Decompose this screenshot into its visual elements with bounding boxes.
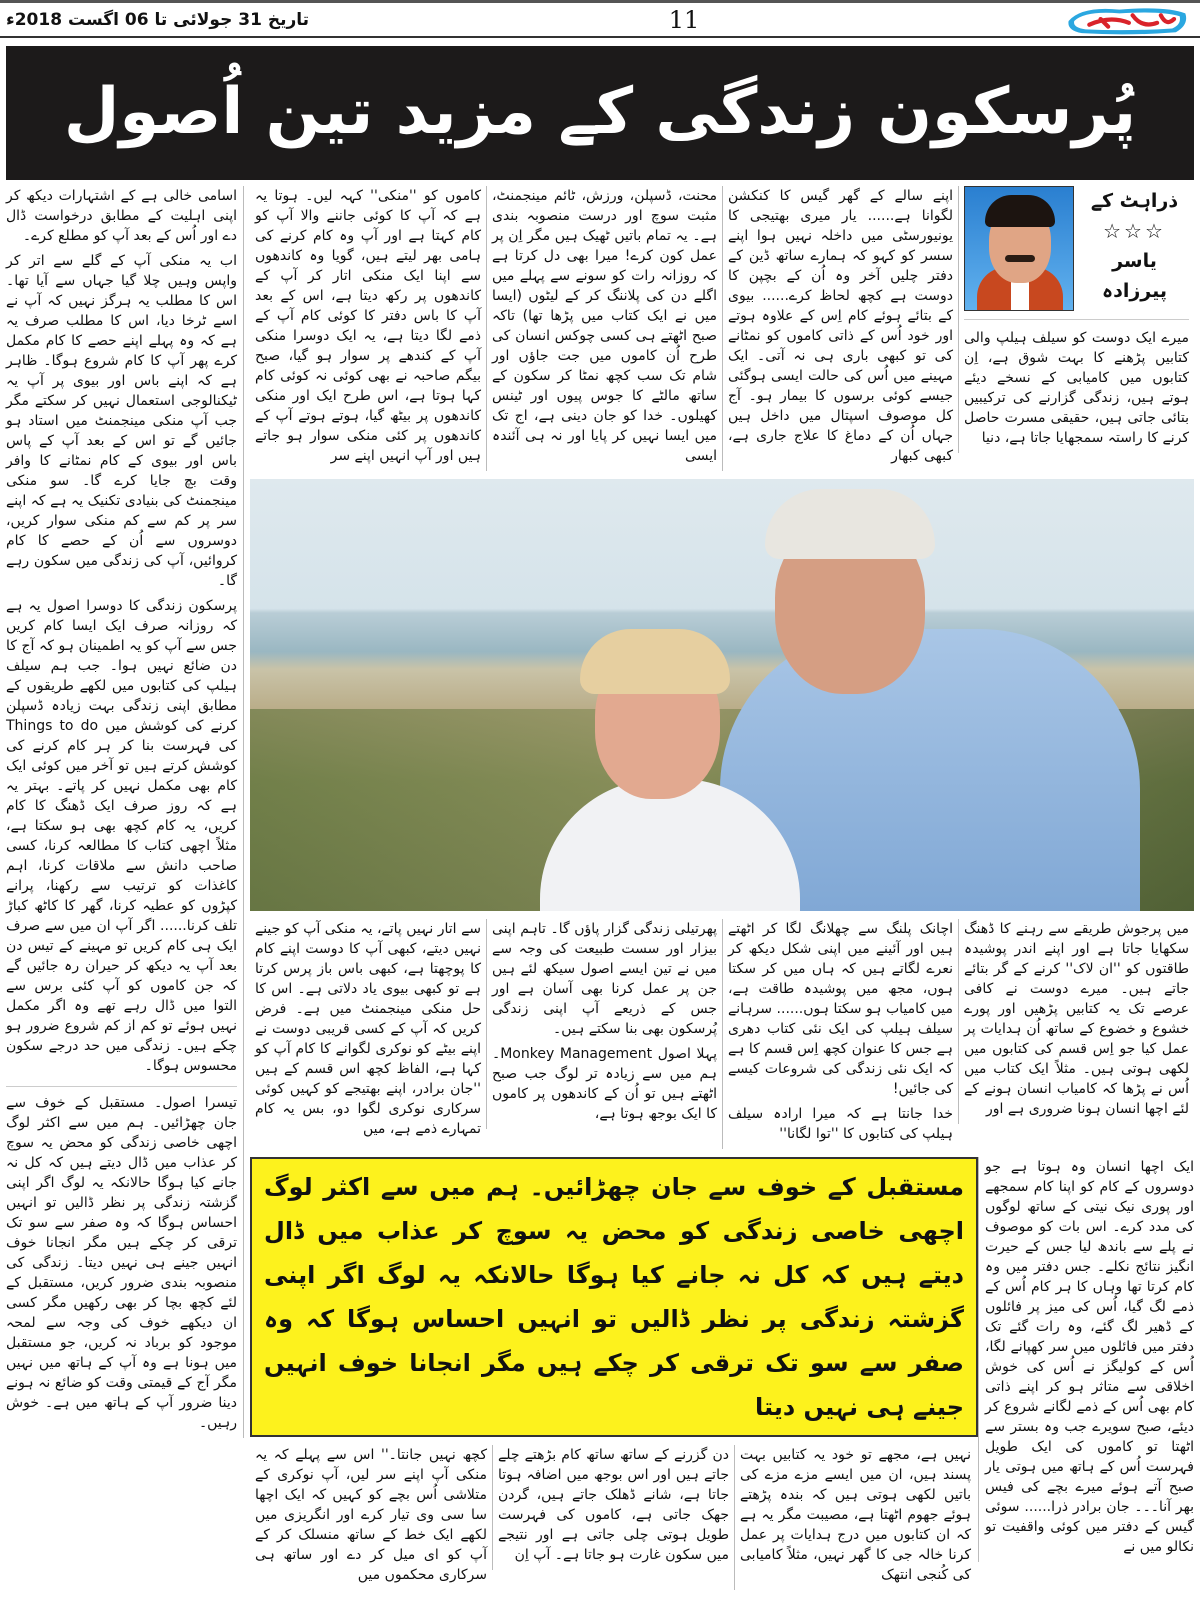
paragraph: اب یہ منکی آپ کے گلے سے اتر کر واپس وہیں چلا گیا جہاں سے آیا تھا۔ اس کا مطلب یہ ہرگز نہیں کہ آپ نے اسے ٹرخا دیا، اس کا مطلب صرف یہ ہے کہ وہ پہلے اپنے حصے کا کام مکمل کرے پھر آپ کا کام شروع ہوگا۔ ظاہر ہے کہ اپنے باس اور بیوی پر آپ یہ ٹیکنالوجی استعمال نہیں کر سکتے مگر جب آپ منکی مینجمنٹ میں استاد ہو جائیں گے تو اس کے بعد آپ کے پاس باس اور بیوی کے کام نمٹانے کا وافر وقت بچ جایا کرے گا۔ سو منکی مینجمنٹ کی بنیادی تکنیک یہ ہے کہ اپنے سر پر کم سے کم منکی سوار کریں، دوسروں سے اُن کے حصے کا کام کروائیں، آپ کی زندگی میں سکون رہے گا۔ (6, 253, 237, 589)
article-column-5-bottom (6, 1086, 237, 1433)
paragraph: میں پرجوش طریقے سے رہنے کا ڈھنگ سکھایا جاتا ہے اور اپنے اندر پوشیدہ طاقتوں کو ''ان لاک'' کرنے کے گر بتائے جاتے ہیں۔ میرے دوست نے کافی عرصے تک یہ کتابیں پڑھیں اور پورے خشوع و خضوع کے ساتھ اُن ہدایات پر عمل کیا جو اِس قسم کی کتابوں میں لکھی ہوتی ہیں۔ مثلاً ایک کتاب میں اُس نے پڑھا کہ کامیاب انسان ہونے کے لئے اچھا انسان ہونا ضروری ہے اور (964, 921, 1189, 1117)
couple-beach-photo (250, 479, 1194, 911)
bottom-columns (250, 1445, 978, 1590)
page-number: 11 (668, 5, 700, 34)
page-header (0, 3, 1200, 38)
top-columns (250, 186, 1194, 471)
article-column-1-bottom (978, 1157, 1194, 1562)
paragraph: اسامی خالی ہے کے اشتہارات دیکھ کر اپنی اہلیت کے مطابق درخواست ڈال دے اور اُس کے بعد آپ کو مطلع کرے۔ (6, 188, 237, 244)
paragraph: پہلا اصول Monkey Management۔ ہم میں سے زیادہ تر لوگ جب صبح اٹھتے ہیں تو اُن کے کاندھوں پر کاموں کا ایک بوجھ ہوتا ہے، (492, 1046, 717, 1122)
newspaper-logo (1059, 4, 1194, 36)
article-column-2-middle (722, 919, 958, 1149)
article-column-4-top (250, 186, 486, 471)
article-body (6, 186, 1194, 1590)
paragraph: دن گزرنے کے ساتھ ساتھ کام بڑھتے چلے جاتے ہیں اور اس بوجھ میں اضافہ ہوتا جاتا ہے، شانے ڈھلک جاتے ہیں، گردن جھک جاتی ہے، کاموں کی فہرست طویل ہوتی چلی جاتی ہے اور نتیجے میں سکون غارت ہو جاتا ہے۔ آپ اِن (498, 1447, 729, 1563)
article-column-1-middle (958, 919, 1194, 1124)
article-column-2-top (722, 186, 958, 471)
article-column-3-top (486, 186, 722, 471)
rating-stars: ☆☆☆ (1103, 219, 1166, 243)
paragraph: کچھ نہیں جانتا۔'' اس سے پہلے کہ یہ منکی آپ اپنے سر لیں، آپ نوکری کے متلاشی اُس بچے کو کہیں کہ ایک اچھا سا سی وی تیار کرے اور انگریزی میں لکھے ایک خط کے ساتھ منسلک کر کے آپ کو ای میل کر دے اور ساتھ ہی سرکاری محکموں میں (255, 1447, 487, 1583)
bottom-section (250, 1157, 1194, 1590)
paragraph: کاموں کو ''منکی'' کہہ لیں۔ ہوتا یہ ہے کہ آپ کا کوئی جاننے والا آپ کو کام کہتا ہے اور آپ وہ کام کرنے کی ہامی بھر لیتے ہیں، گویا وہ کاندھوں سے اپنا ایک منکی اتار کر آپ کے کاندھوں پر رکھ دیتا ہے، اس کے بعد آپ کا باس دفتر کا کوئی کام آپ کے ذمے لگا دیتا ہے، یہ ایک دوسرا منکی آپ کے کندھے پر سوار ہو گیا، صبح بیگم صاحبہ نے بھی کوئی نہ کوئی کام کہا ہوتا ہے، اس طرح ایک اور منکی کاندھوں پر بیٹھ گیا، ہوتے ہوتے آپ کے کاندھوں پر کئی منکی سوار ہو جاتے ہیں اور آپ انہیں اپنے سر (255, 188, 481, 464)
author-box (964, 186, 1189, 320)
paragraph: خدا جانتا ہے کہ میرا ارادہ سیلف ہیلپ کی کتابوں کا ''توا لگانا'' (728, 1106, 953, 1142)
article-column-1-top (958, 186, 1194, 453)
article-bottom-left (250, 1445, 492, 1590)
paragraph: نہیں ہے، مجھے تو خود یہ کتابیں بہت پسند ہیں، ان میں ایسے مزے مزے کی باتیں لکھی ہوتی ہیں کہ بندہ پڑھتے ہوئے جھوم اٹھتا ہے، مصیبت مگر یہ ہے کہ ان کتابوں میں درج ہدایات پر عمل کرنا خالہ جی کا گھر نہیں، مثلاً کامیابی کی کُنجی انتھک (740, 1447, 971, 1583)
column-name: ذراہٹ کے (1090, 190, 1179, 212)
paragraph: پرسکون زندگی کا دوسرا اصول یہ ہے کہ روزانہ صرف ایک ایسا کام کریں جس سے آپ کو یہ اطمینان ہو کہ آج کا دن ضائع نہیں ہوا۔ جب ہم سیلف ہیلپ کی کتابوں میں لکھے طریقوں کے مطابق اپنی زندگی بہت زیادہ ڈسپلن کرنے کی کوشش میں Things to do کی فہرست بنا کر ہر کام کرنے کی کوشش کرتے ہیں تو آخر میں کوئی ایک کام بھی مکمل نہیں کر پاتے۔ بہتر یہ ہے کہ روز صرف ایک ڈھنگ کا کام کریں، یہ کام کچھ بھی ہو سکتا ہے، مثلاً اچھی کتاب کا مطالعہ کرنا، کسی صاحب دانش سے ملاقات کرنا، اہم کاغذات کو ترتیب سے رکھنا، پرانے کپڑوں کو عطیہ کرنا، گھر کا کاٹھ کباڑ تلف کرنا...... اگر آپ ان میں سے صرف ایک ہی کام کریں تو مہینے کے تیس دن بعد آپ یہ دیکھ کر حیران رہ جائیں گے کہ جن کاموں کو آپ کئی برس سے التوا میں ڈال رہے تھے وہ اگر مکمل نہیں ہوئے تو کم از کم شروع ضرور ہو چکے ہیں۔ زندگی میں حد درجے سکون محسوس ہوگا۔ (6, 598, 238, 1074)
left-column-area (6, 186, 244, 1438)
issue-date: تاریخ 31 جولائی تا 06 اگست 2018ء (6, 9, 310, 30)
author-name: یاسر پیرزادہ (1101, 250, 1168, 302)
author-info (1080, 186, 1189, 306)
article-bottom-right (734, 1445, 976, 1590)
headline: پُرسکون زندگی کے مزید تین اُصول (63, 75, 1137, 150)
paragraph: محنت، ڈسپلن، ورزش، ٹائم مینجمنٹ، مثبت سوچ اور درست منصوبہ بندی ہے۔ یہ تمام باتیں ٹھیک ہیں مگر اِن پر عمل کون کرے! میرا بھی دل کرتا ہے کہ روزانہ رات کو سونے سے پہلے میں اگلے دن کی پلاننگ کر کے لیٹوں (ایسا میں نے ایک کتاب میں پڑھا تھا) تاکہ صبح اٹھتے ہی کسی چوکس انسان کی طرح اُن کاموں میں جت جاؤں اور شام تک سب کچھ نمٹا کر سکون کے ساتھ مالٹے کا جوس پیوں اور ٹینس کھیلوں۔ خدا کو جان دینی ہے، اج تک میں ایسا نہیں کر پایا اور نہ ہی آئندہ ایسی (492, 188, 717, 464)
paragraph: ایک اچھا انسان وہ ہوتا ہے جو دوسروں کے کام کو اپنا کام سمجھے اور پوری نیک نیتی کے ساتھ لوگوں کی مدد کرے۔ اس بات کو موصوف نے پلے سے باندھ لیا جس کے حیرت انگیز نتائج نکلے۔ جس دفتر میں وہ کام کرتا تھا وہاں کا ہر کام اُس کے ذمے لگ گیا، اُس کی میز پر فائلوں کے ڈھیر لگ گئے، وہ رات گئے تک دفتر میں فائلوں میں سر کھپانے لگا، اُس کے کولیگز نے اُس کی خوش اخلاقی سے متاثر ہو کر اپنے ذاتی کام بھی اُس کے ذمے لگانے شروع کر دیئے، صبح سویرے جب وہ بستر سے اٹھتا تو کاموں کی ایک طویل فہرست اُس کے ہاتھ میں ہوتی یار صبح آتے ہوئے میرے بچے کی فیس بھر آنا۔۔۔ جان برادر ذرا...... سوئی گیس کے دفتر میں کوئی واقفیت تو نکالو میں نے (985, 1159, 1194, 1555)
article-bottom-middle (492, 1445, 734, 1570)
headline-banner (6, 46, 1194, 180)
paragraph: اپنے سالے کے گھر گیس کا کنکشن لگوانا ہے...... یار میری بھتیجی کا یونیورسٹی میں داخلہ نہیں ہوا اپنے سسر کو کہو کہ ہمارے ساتھ ڈین کے دفتر چلیں آخر وہ اُن کے بچپن کا دوست ہے کچھ لحاظ کرے...... بیوی کے بتائے ہوئے کام اِس کے علاوہ ہوتے اور خود اُس کے ذاتی کاموں کو نمٹانے کی تو کبھی باری ہی نہ آتی۔ ایک مہینے میں اُس کی حالت ایسی ہوگئی جیسے کوئی برسوں کا بیمار ہو۔ آج کل موصوف اسپتال میں داخل ہیں جہاں اُن کے دماغ کا علاج جاری ہے، کبھی کبھار (728, 188, 953, 464)
paragraph: اچانک پلنگ سے چھلانگ لگا کر اٹھتے ہیں اور آئینے میں اپنی شکل دیکھ کر نعرے لگاتے ہیں کہ ہاں میں کر سکتا ہوں، مجھ میں پوشیدہ طاقت ہے، میں کامیاب ہو سکتا ہوں...... سرہانے سیلف ہیلپ کی ایک نئی کتاب دھری ہے جس کا عنوان کچھ اِس قسم کا ہے کہ ایک نئی زندگی کی شروعات کیسے کی جائیں! (728, 921, 953, 1097)
article-column-4-middle (250, 919, 486, 1144)
article-column-5 (6, 186, 237, 1076)
middle-columns (250, 919, 1194, 1149)
paragraph: میرے ایک دوست کو سیلف ہیلپ والی کتابیں پڑھنے کا بہت شوق ہے، اِن کتابوں میں کامیابی کے نسخے دیئے ہوتے ہیں، زندگی گزارنے کی ترکیبیں بتائی جاتی ہیں، حقیقی مسرت حاصل کرنے کا راستہ سمجھایا جاتا ہے، دنیا (964, 330, 1189, 446)
right-column-area (244, 186, 1194, 1590)
pull-quote: مستقبل کے خوف سے جان چھڑائیں۔ ہم میں سے اکثر لوگ اچھی خاصی زندگی کو محض یہ سوچ کر عذاب میں ڈال دیتے ہیں کہ کل نہ جانے کیا ہوگا حالانکہ یہ لوگ اگر اپنی گزشتہ زندگی پر نظر ڈالیں تو انہیں احساس ہوگا کہ وہ صفر سے سو تک ترقی کر چکے ہیں مگر انجانا خوف انہیں جینے ہی نہیں دیتا (250, 1157, 978, 1437)
paragraph: تیسرا اصول۔ مستقبل کے خوف سے جان چھڑائیں۔ ہم میں سے اکثر لوگ اچھی خاصی زندگی کو محض یہ سوچ کر عذاب میں ڈال دیتے ہیں کہ کل نہ جانے کیا ہوگا حالانکہ یہ لوگ اگر اپنی گزشتہ زندگی پر نظر ڈالیں تو انہیں احساس ہوگا کہ وہ صفر سے سو تک ترقی کر چکے ہیں مگر انجانا خوف انہیں جینے ہی نہیں دیتا۔ زندگی کی منصوبہ بندی ضرور کریں، مستقبل کے لئے کچھ بچا کر بھی رکھیں مگر کسی ان دیکھے خوف کی وجہ سے لمحہ موجود کو برباد نہ کریں، جو مستقبل میں ہونا ہے وہ آپ کے ہاتھ میں نہیں مگر آج کے قیمتی وقت کو ضائع نہ ہونے دینا ضرور آپ کے ہاتھ میں ہے۔ خوش رہیں۔ (6, 1095, 237, 1431)
article-column-3-middle (486, 919, 722, 1129)
author-photo (964, 186, 1074, 311)
bottom-left-area (250, 1157, 978, 1590)
paragraph: سے اتار نہیں پاتے، یہ منکی آپ کو جینے نہیں دیتے، کبھی آپ کا دوست اپنے کام کا پوچھتا ہے، کبھی باس باز پرس کرتا ہے تو کبھی بیوی یاد دلاتی ہے۔ اس کا حل منکی مینجمنٹ میں ہے۔ فرض کریں کہ آپ کے کسی قریبی دوست نے اپنے بیٹے کو نوکری لگوانے کا کام آپ کو کہا ہے، الفاظ کچھ اس قسم کے ہیں ''جان برادر، اپنے بھتیجے کو کہیں کوئی سرکاری نوکری لگوا دو، بس یہ کام تمہارے ذمے ہے، میں (255, 921, 481, 1137)
paragraph: پھرتیلی زندگی گزار پاؤں گا۔ تاہم اپنی بیزار اور سست طبیعت کی وجہ سے میں نے تین ایسے اصول سیکھ لئے ہیں جن پر عمل کرنا بھی آسان ہے اور جس کے ذریعے آپ اپنی زندگی پُرسکون بھی بنا سکتے ہیں۔ (492, 921, 717, 1037)
